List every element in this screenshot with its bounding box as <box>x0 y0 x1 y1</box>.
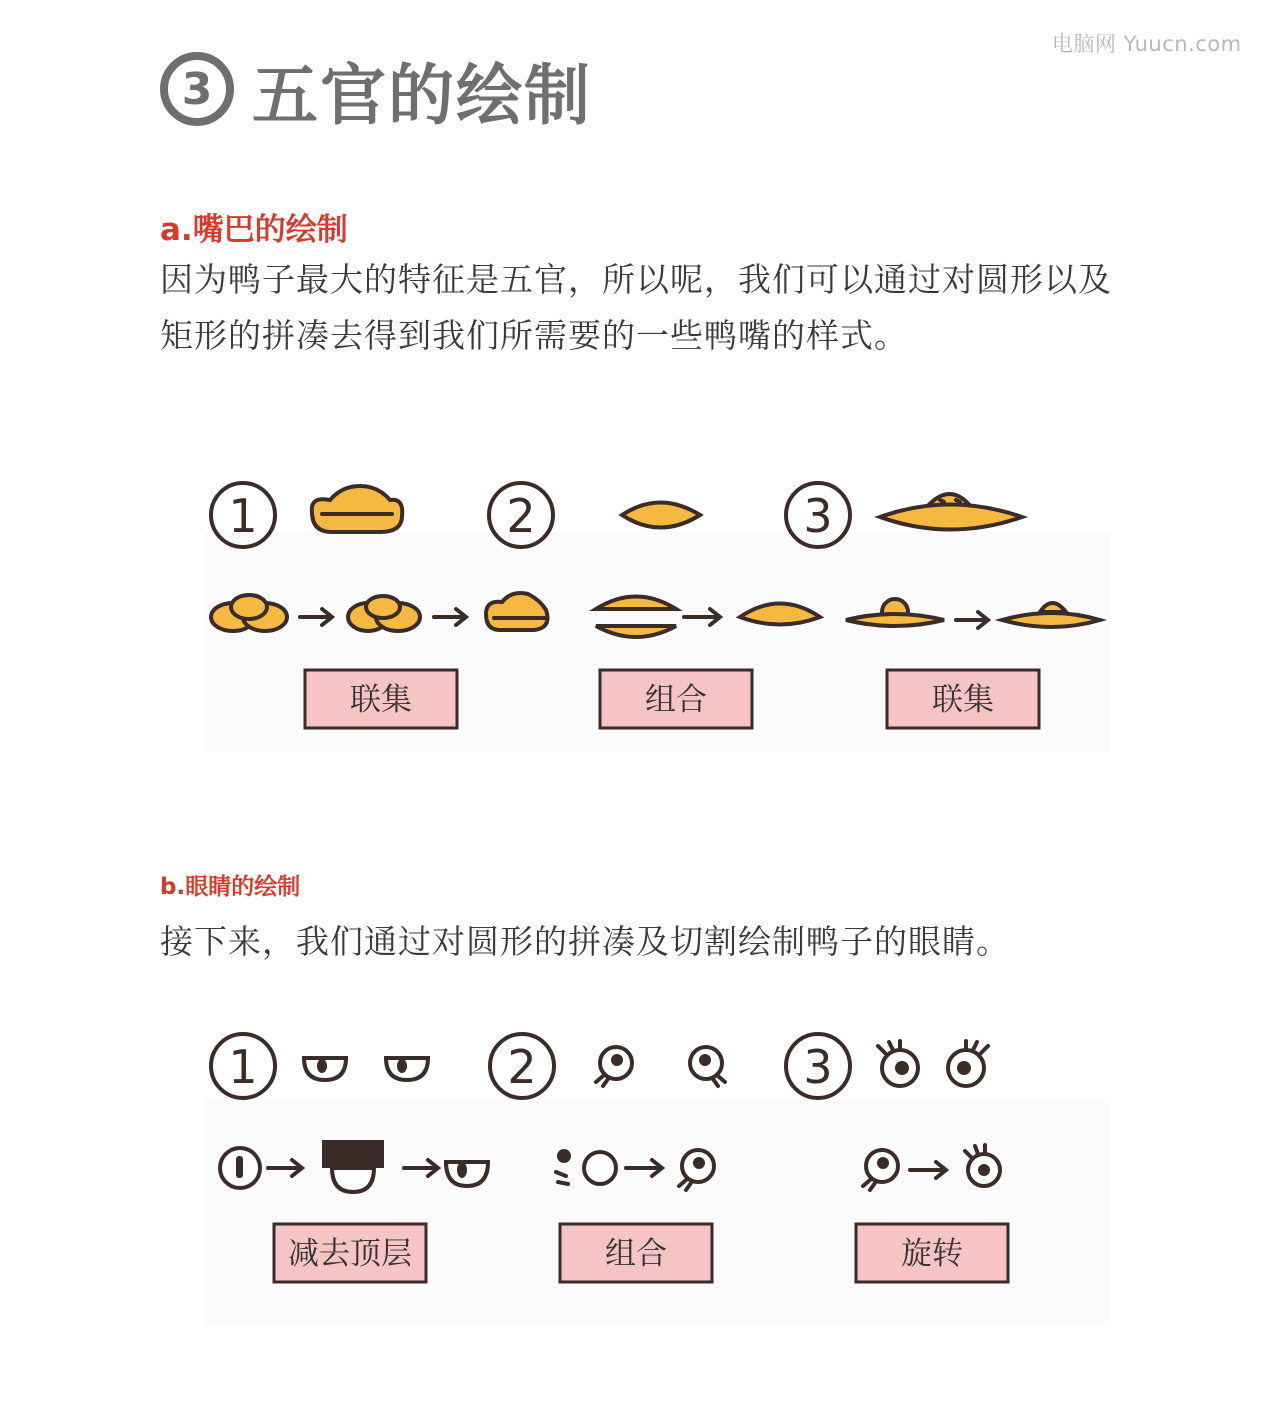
step-a2-number: 2 <box>506 489 536 543</box>
beak-a3-icon <box>880 494 1022 530</box>
eye-b1-icon <box>304 1058 428 1080</box>
step-a1-number: 1 <box>228 489 258 543</box>
section-a-paragraph: 因为鸭子最大的特征是五官，所以呢，我们可以通过对圆形以及矩形的拼凑去得到我们所需要的一些鸭嘴的样式。 <box>160 260 1112 355</box>
beak-a1-icon <box>312 486 402 532</box>
label-a2: 组合 <box>645 682 707 718</box>
section-b-heading: b.眼睛的绘制 <box>160 874 301 900</box>
figure-b-background <box>205 1098 1110 1326</box>
section-b-paragraph: 接下来，我们通过对圆形的拼凑及切割绘制鸭子的眼睛。 <box>160 922 1010 961</box>
eye-b2-icon <box>596 1047 725 1086</box>
beak-a2-icon <box>622 503 700 528</box>
step-b3-number: 3 <box>803 1040 833 1094</box>
step-b2-number: 2 <box>507 1040 537 1094</box>
label-a3: 联集 <box>932 682 994 718</box>
label-b3: 旋转 <box>901 1236 963 1272</box>
beak-figure <box>0 462 1280 762</box>
title-number-badge: 3 <box>160 52 234 126</box>
section-a-heading: a.嘴巴的绘制 <box>160 212 348 248</box>
watermark: 电脑网 Yuucn.com <box>1052 32 1242 56</box>
step-a3-number: 3 <box>803 489 833 543</box>
step-b1-number: 1 <box>228 1040 258 1094</box>
eye-b3-icon <box>878 1041 988 1086</box>
label-b1: 减去顶层 <box>288 1236 412 1272</box>
eye-figure <box>0 1020 1280 1330</box>
label-b2: 组合 <box>605 1236 667 1272</box>
page-title <box>160 44 592 134</box>
title-text: 五官的绘制 <box>252 56 592 134</box>
label-a1: 联集 <box>350 682 412 718</box>
